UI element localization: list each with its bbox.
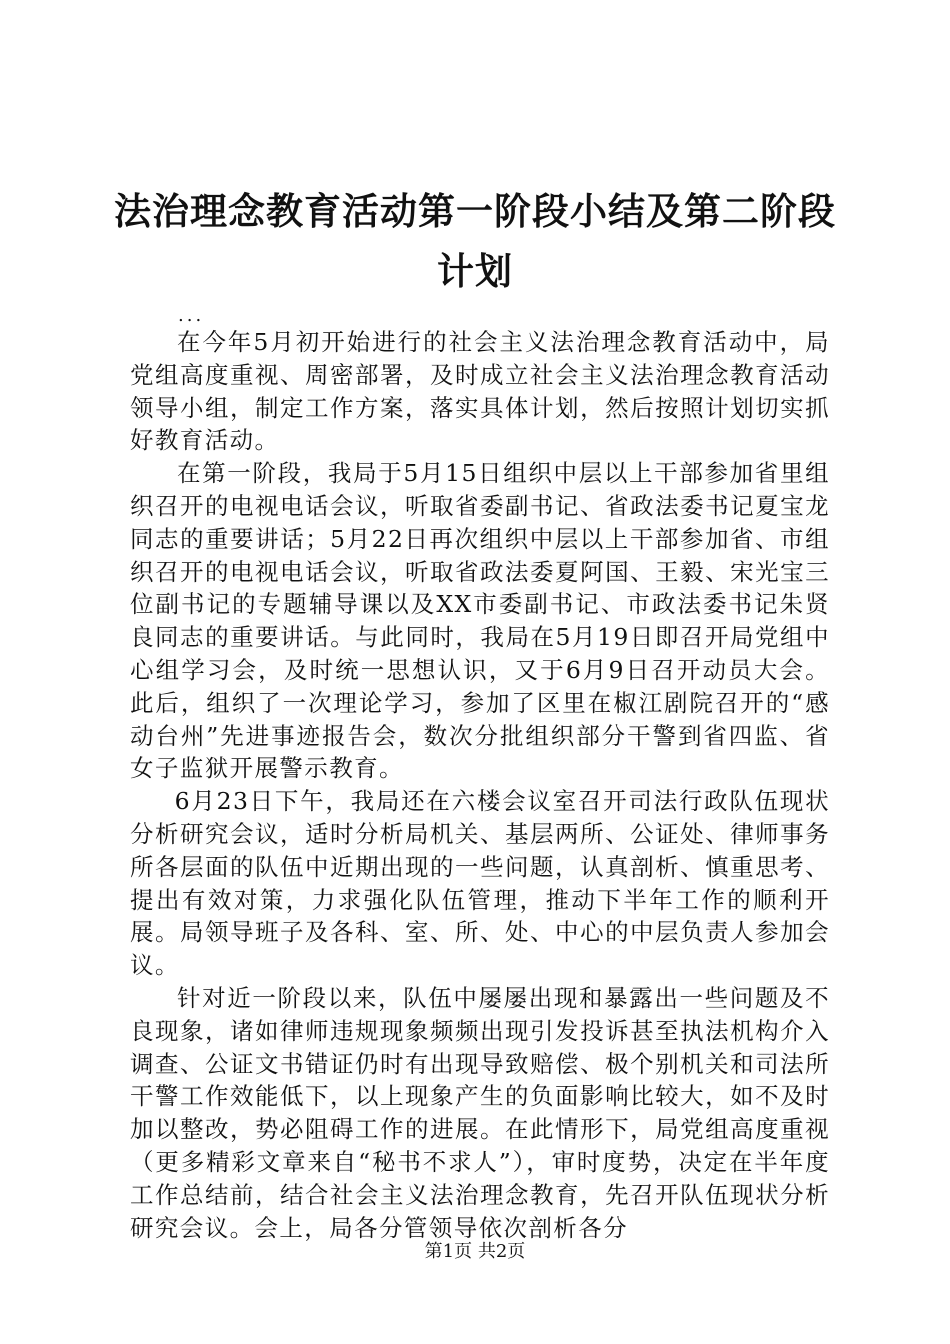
document-body	[130, 326, 830, 1244]
paragraph-3: 6月23日下午，我局还在六楼会议室召开司法行政队伍现状分析研究会议，适时分析局机关、基层两所、公证处、律师事务所各层面的队伍中近期出现的一些问题，认真剖析、慎重思考、提出有效对策，力求强化队伍管理，推动下半年工作的顺利开展。局领导班子及各科、室、所、处、中心的中层负责人参加会议。	[130, 787, 830, 980]
ellipsis-marker: ...	[178, 305, 205, 326]
document-title: 法治理念教育活动第一阶段小结及第二阶段计划	[114, 190, 836, 293]
paragraph-1: 在今年5月初开始进行的社会主义法治理念教育活动中，局党组高度重视、周密部署，及时成立社会主义法治理念教育活动领导小组，制定工作方案，落实具体计划，然后按照计划切实抓好教育活动。	[130, 328, 830, 455]
paragraph-2: 在第一阶段，我局于5月15日组织中层以上干部参加省里组织召开的电视电话会议，听取省委副书记、省政法委书记夏宝龙同志的重要讲话；5月22日再次组织中层以上干部参加省、市组织召开的电视电话会议，听取省政法委夏阿国、王毅、宋光宝三位副书记的专题辅导课以及XX市委副书记、市政法委书记朱贤良同志的重要讲话。与此同时，我局在5月19日即召开局党组中心组学习会，及时统一思想认识，又于6月9日召开动员大会。此后，组织了一次理论学习，参加了区里在椒江剧院召开的“感动台州”先进事迹报告会，数次分批组织部分干警到省四监、省女子监狱开展警示教育。	[130, 459, 830, 783]
paragraph-4: 针对近一阶段以来，队伍中屡屡出现和暴露出一些问题及不良现象，诸如律师违规现象频频出现引发投诉甚至执法机构介入调查、公证文书错证仍时有出现导致赔偿、极个别机关和司法所干警工作效能低下，以上现象产生的负面影响比较大，如不及时加以整改，势必阻碍工作的进展。在此情形下，局党组高度重视（更多精彩文章来自“秘书不求人”），审时度势，决定在半年度工作总结前，结合社会主义法治理念教育，先召开队伍现状分析研究会议。会上，局各分管领导依次剖析各分	[130, 983, 830, 1242]
page-footer: 第1页 共2页	[424, 1241, 526, 1262]
